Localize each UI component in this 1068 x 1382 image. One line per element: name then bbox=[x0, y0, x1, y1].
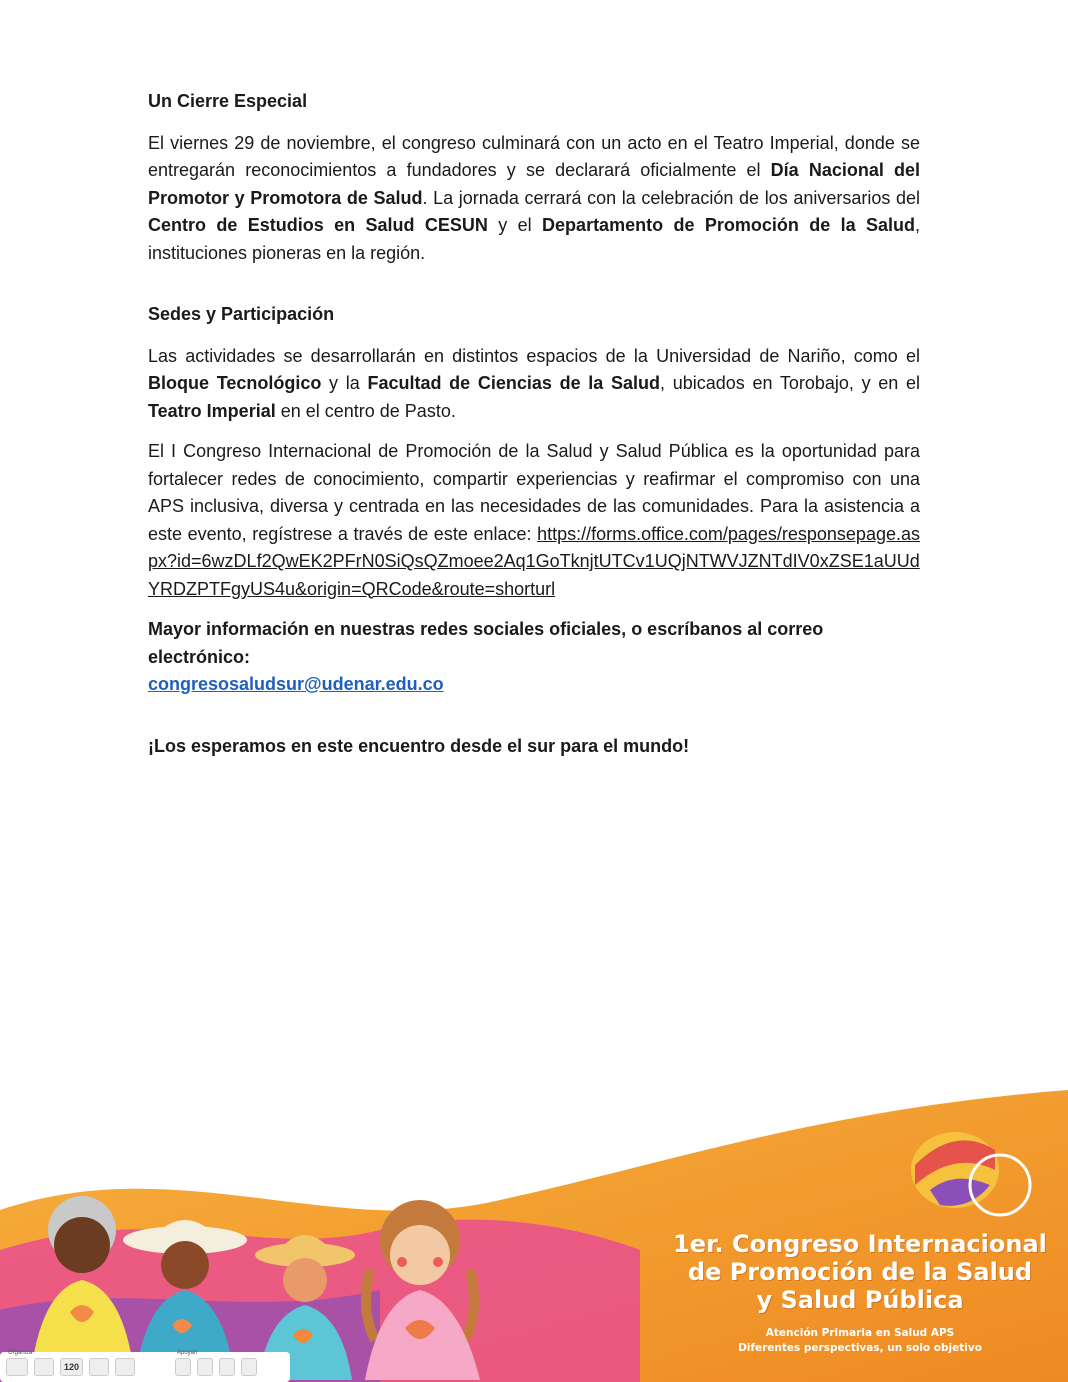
contact-text: Mayor información en nuestras redes sociales oficiales, o escríbanos al correo electrónico: bbox=[148, 619, 824, 667]
banner-title-line2: de Promoción de la Salud bbox=[687, 1258, 1033, 1286]
paragraph-sedes: Las actividades se desarrollarán en distintos espacios de la Universidad de Nariño, como el Bloque Tecnológico y la Facultad de Ciencias de la Salud, ubicados en Torobajo, y en el Teatro Imperial en el centro de Pasto. bbox=[148, 345, 920, 421]
supporter-logos bbox=[175, 1350, 285, 1380]
paragraph-cierre: El viernes 29 de noviembre, el congreso culminará con un acto en el Teatro Imperial, donde se entregarán reconocimientos a fundadores y se declarará oficialmente el Día Nacional del Promotor y Promotora de Salud. La jornada cerrará con la celebración de los aniversarios del Centro de Estudios en Salud CESUN y el Departamento de Promoción de la Salud, instituciones pioneras en la región. bbox=[148, 132, 920, 263]
closing-text: ¡Los esperamos en este encuentro desde el sur para el mundo! bbox=[148, 735, 690, 756]
organizer-logos bbox=[6, 1350, 176, 1380]
document-body bbox=[148, 88, 920, 760]
banner-title-line3: y Salud Pública bbox=[756, 1286, 964, 1314]
supporter-logo-4-icon bbox=[241, 1358, 257, 1376]
banner-subtitle-line1: Atención Primaria en Salud APS bbox=[765, 1327, 955, 1339]
footer-banner bbox=[0, 1090, 1068, 1382]
supporter-logo-row bbox=[175, 1358, 257, 1376]
faculty-logo-icon bbox=[34, 1358, 54, 1376]
paragraph-congreso: El I Congreso Internacional de Promoción de la Salud y Salud Pública es la oportunidad para fortalecer redes de conocimiento, compartir experiencias y reafirmar el compromiso con una APS inclusiva, diversa y centrada en las necesidades de las comunidades. Para la asistencia a este evento, regístrese a través de este enlace: https://forms.office.com/pages/responsepage.aspx?id=6wzDLf2QwEK2PFrN0SiQsQZmoee2Aq1GoTknjtUTCv1UQjNTWVJZNTdIV0xZSE1aUUdYRDZPTFgyUS4u&origin=QRCode&route=shorturl bbox=[148, 441, 920, 599]
supporter-logo-2-icon bbox=[197, 1358, 213, 1376]
cesun-logo-icon bbox=[115, 1358, 135, 1376]
banner-title-line1: 1er. Congreso Internacional bbox=[673, 1230, 1047, 1258]
section-heading-sedes: Sedes y Participación bbox=[148, 304, 335, 324]
university-seal-icon bbox=[6, 1358, 28, 1376]
supporter-logo-3-icon bbox=[219, 1358, 235, 1376]
banner-title-block bbox=[660, 1230, 1060, 1356]
banner-subtitle-line2: Diferentes perspectivas, un solo objetivo bbox=[738, 1342, 982, 1354]
section-heading-cierre: Un Cierre Especial bbox=[148, 91, 308, 111]
organiza-label: Organiza bbox=[8, 1350, 33, 1356]
email-link[interactable]: congresosaludsur@udenar.edu.co bbox=[148, 674, 444, 694]
logo-120: 120 bbox=[60, 1358, 83, 1376]
organizer-logo-row bbox=[6, 1358, 135, 1376]
registration-link[interactable]: https://forms.office.com/pages/responsepage.aspx?id=6wzDLf2QwEK2PFrN0SiQsQZmoee2Aq1GoTknjtUTCv1UQjNTWVJZNTdIV0xZSE1aUUdYRDZPTFgyUS4u&origin=QRCode&route=shorturl bbox=[148, 523, 920, 599]
anniversary-logo-icon bbox=[89, 1358, 109, 1376]
supporter-logo-1-icon bbox=[175, 1358, 191, 1376]
apoyan-label: Apoyan bbox=[177, 1350, 198, 1356]
